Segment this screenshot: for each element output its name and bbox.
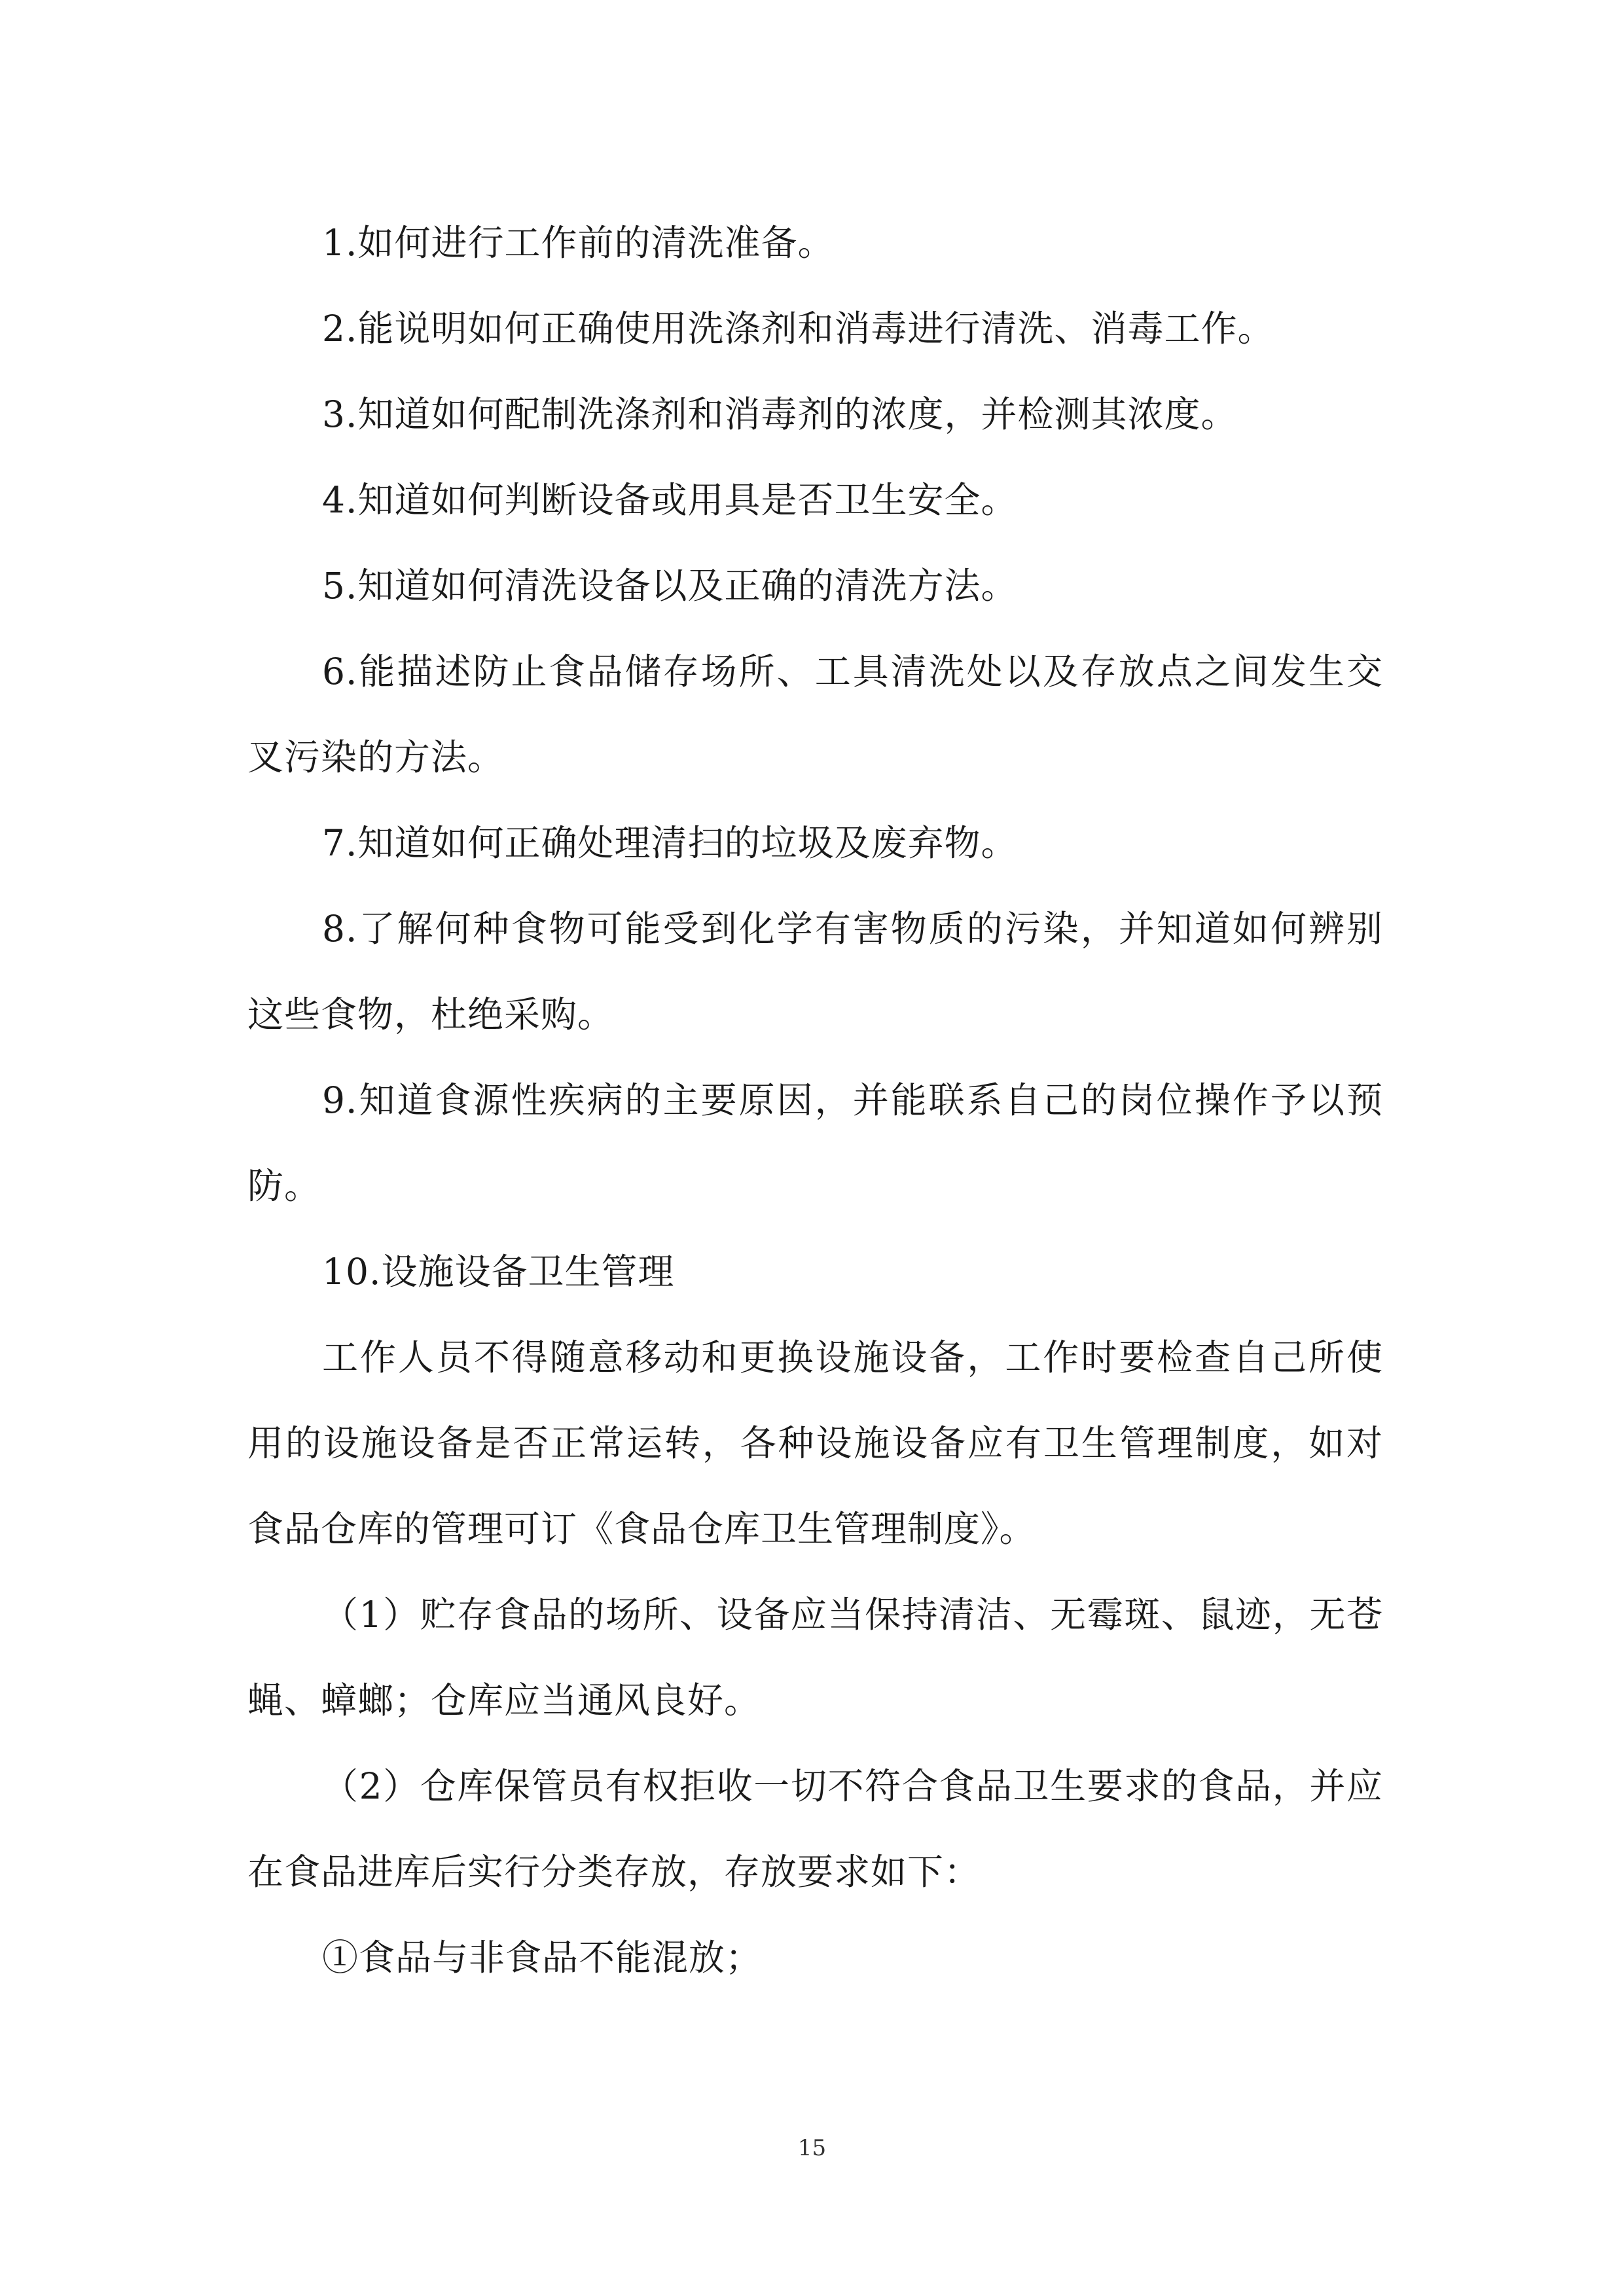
- body-text: [247, 200, 1383, 2001]
- page-number: 15: [797, 2135, 827, 2161]
- paragraph-item-2: （2）仓库保管员有权拒收一切不符合食品卫生要求的食品，并应在食品进库后实行分类存放，存放要求如下：: [247, 1765, 1383, 1893]
- paragraph-item-1: （1）贮存食品的场所、设备应当保持清洁、无霉斑、鼠迹，无苍蝇、蟑螂；仓库应当通风良好。: [247, 1594, 1383, 1721]
- paragraph-6: 6.能描述防止食品储存场所、工具清洗处以及存放点之间发生交叉污染的方法。: [247, 651, 1383, 778]
- paragraph-5: 5.知道如何清洗设备以及正确的清洗方法。: [322, 565, 1018, 607]
- section-heading-10: 10.设施设备卫生管理: [322, 1251, 675, 1293]
- paragraph-subitem-1: ①食品与非食品不能混放；: [322, 1937, 763, 1979]
- paragraph-3: 3.知道如何配制洗涤剂和消毒剂的浓度，并检测其浓度。: [322, 393, 1238, 435]
- paragraph-4: 4.知道如何判断设备或用具是否卫生安全。: [322, 479, 1018, 521]
- paragraph-7: 7.知道如何正确处理清扫的垃圾及废弃物。: [322, 822, 1018, 864]
- paragraph-8: 8.了解何种食物可能受到化学有害物质的污染，并知道如何辨别这些食物，杜绝采购。: [247, 908, 1383, 1035]
- paragraph-9: 9.知道食源性疾病的主要原因，并能联系自己的岗位操作予以预防。: [247, 1079, 1383, 1207]
- paragraph-2: 2.能说明如何正确使用洗涤剂和消毒进行清洗、消毒工作。: [322, 308, 1274, 350]
- paragraph-facility-management: 工作人员不得随意移动和更换设施设备，工作时要检查自己所使用的设施设备是否正常运转，各种设施设备应有卫生管理制度，如对食品仓库的管理可订《食品仓库卫生管理制度》。: [247, 1336, 1383, 1550]
- paragraph-1: 1.如何进行工作前的清洗准备。: [322, 222, 835, 264]
